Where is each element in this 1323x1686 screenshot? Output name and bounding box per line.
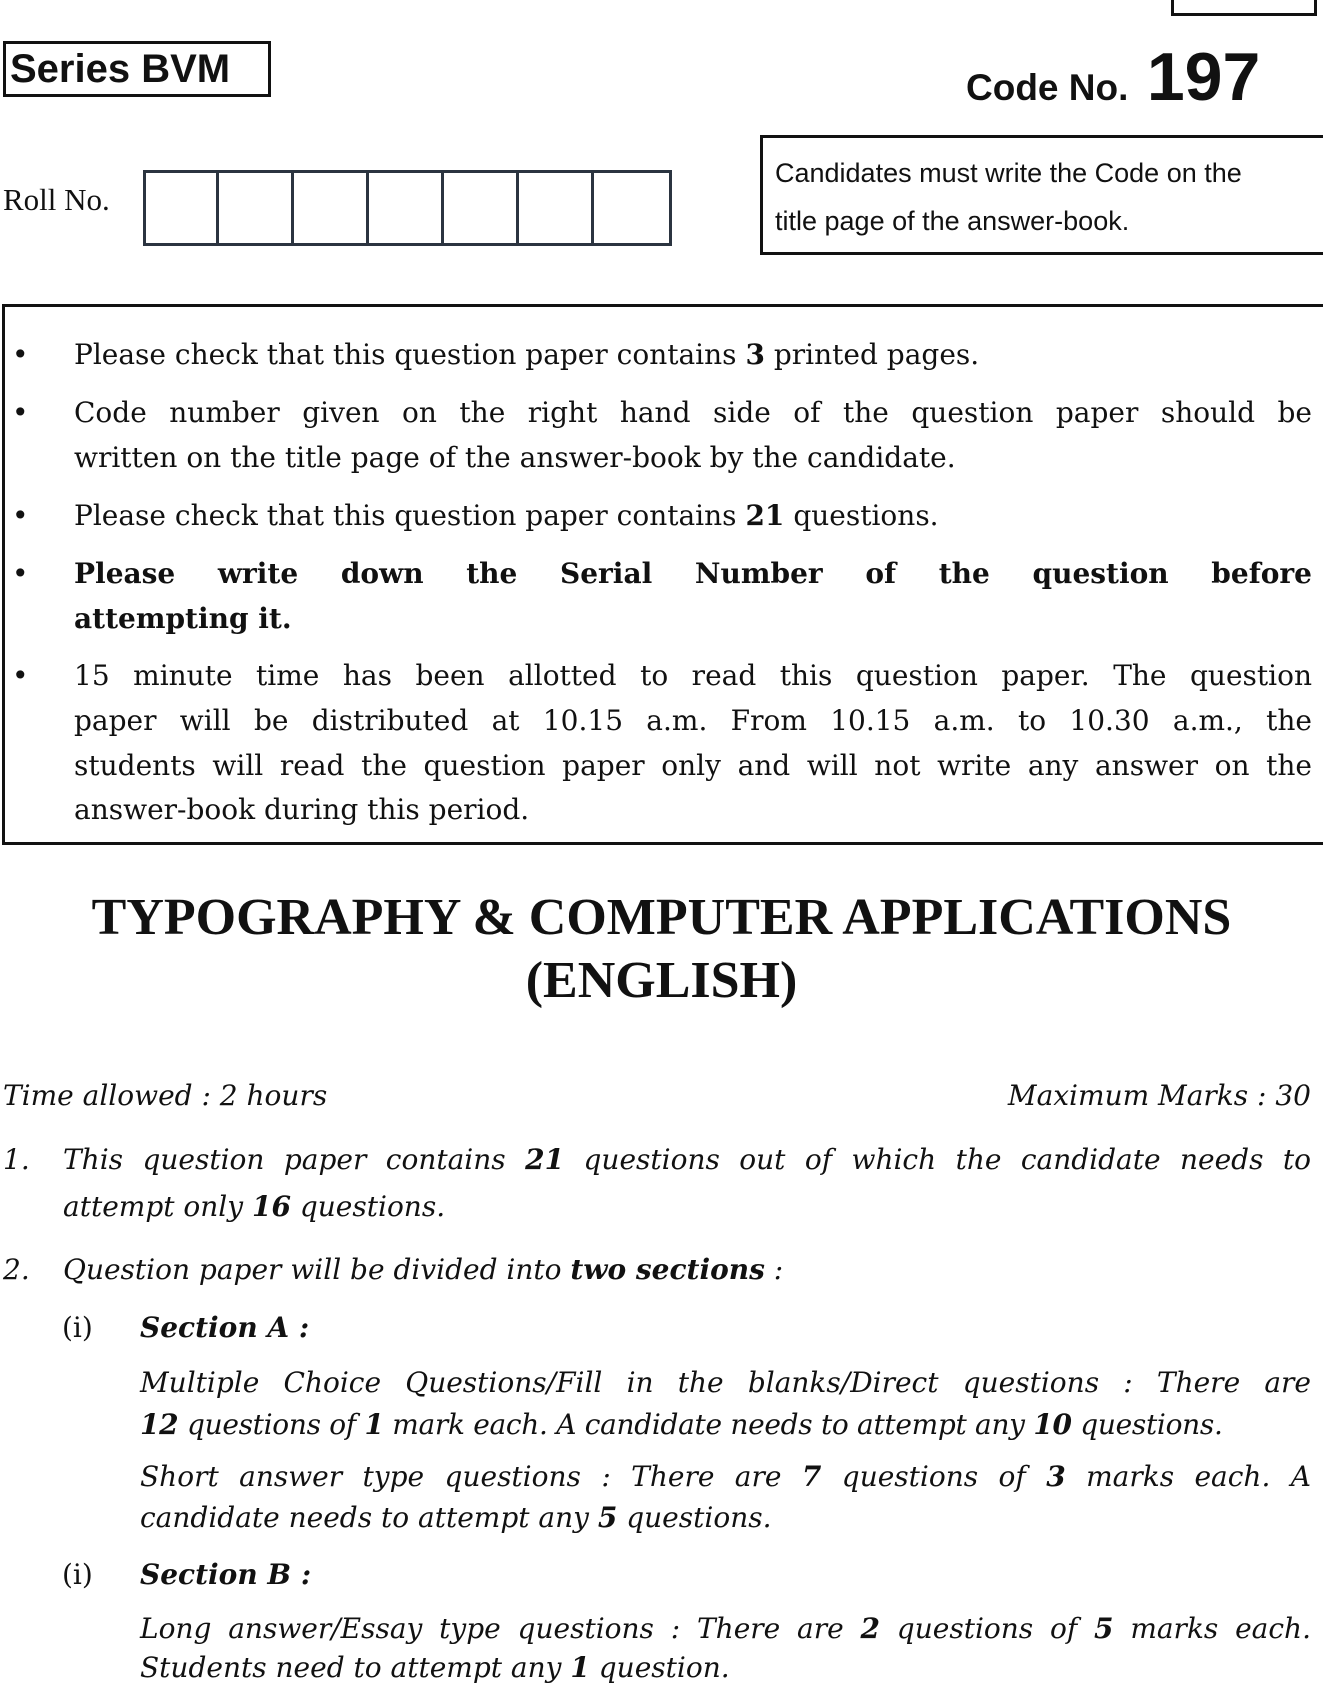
item-number: 1.	[3, 1143, 30, 1176]
roll-cell[interactable]	[446, 173, 519, 243]
roll-cell[interactable]	[521, 173, 594, 243]
paper-subtitle: (ENGLISH)	[525, 952, 798, 1009]
instruction-line: 15 minute time has been allotted to read this question paper. The question	[74, 659, 1312, 692]
bullet: •	[12, 557, 29, 590]
general-instruction-line: Question paper will be divided into two sections :	[63, 1253, 784, 1286]
code-note-line: Candidates must write the Code on the	[775, 158, 1242, 188]
instruction-line: Please write down the Serial Number of the question before	[74, 557, 1312, 590]
instruction-line: attempting it.	[74, 602, 292, 635]
bullet: •	[12, 499, 29, 532]
series-box	[3, 41, 271, 97]
section-a-line: Multiple Choice Questions/Fill in the blanks/Direct questions : There are	[140, 1366, 1311, 1399]
item-number: 2.	[3, 1253, 30, 1286]
section-a-line: candidate needs to attempt any 5 questions.	[140, 1501, 772, 1534]
section-a-heading: Section A :	[140, 1311, 310, 1344]
instruction-line: paper will be distributed at 10.15 a.m. From 10.15 a.m. to 10.30 a.m., the	[74, 704, 1312, 737]
roll-cell[interactable]	[221, 173, 294, 243]
instruction-line: written on the title page of the answer-book by the candidate.	[74, 441, 956, 474]
code-number	[966, 38, 1260, 116]
section-a-line: 12 questions of 1 mark each. A candidate needs to attempt any 10 questions.	[140, 1408, 1223, 1441]
section-b-line: Long answer/Essay type questions : There are 2 questions of 5 marks each.	[140, 1612, 1311, 1645]
section-b-heading: Section B :	[140, 1558, 312, 1591]
section-b-line: Students need to attempt any 1 question.	[140, 1651, 730, 1684]
instruction-line: Code number given on the right hand side of the question paper should be	[74, 396, 1312, 429]
maximum-marks: Maximum Marks : 30	[1007, 1079, 1311, 1112]
corner-box	[1171, 0, 1317, 16]
roll-cell[interactable]	[146, 173, 219, 243]
paper-title: TYPOGRAPHY & COMPUTER APPLICATIONS	[91, 889, 1232, 946]
section-a-line: Short answer type questions : There are 7 questions of 3 marks each. A	[140, 1460, 1311, 1493]
instruction-line: answer-book during this period.	[74, 793, 530, 826]
section-number: (i)	[62, 1558, 93, 1591]
instruction-line: Please check that this question paper contains 21 questions.	[74, 499, 939, 532]
code-note-line: title page of the answer-book.	[775, 206, 1130, 236]
code-note-box	[760, 135, 1323, 255]
series-label: Series BVM	[10, 47, 231, 91]
bullet: •	[12, 659, 29, 692]
roll-cell[interactable]	[596, 173, 666, 243]
bullet: •	[12, 338, 29, 371]
instruction-line: students will read the question paper only and will not write any answer on the	[74, 749, 1312, 782]
section-number: (i)	[62, 1311, 93, 1344]
roll-label: Roll No.	[3, 182, 110, 217]
bullet: •	[12, 396, 29, 429]
general-instruction-line: This question paper contains 21 questions out of which the candidate needs to	[63, 1143, 1311, 1176]
roll-cell[interactable]	[296, 173, 369, 243]
code-label: Code No.	[966, 67, 1129, 108]
instruction-line: Please check that this question paper contains 3 printed pages.	[74, 338, 980, 371]
roll-number-boxes[interactable]	[143, 170, 672, 246]
code-value: 197	[1146, 39, 1261, 115]
roll-cell[interactable]	[371, 173, 444, 243]
time-allowed: Time allowed : 2 hours	[3, 1079, 328, 1112]
general-instruction-line: attempt only 16 questions.	[63, 1190, 446, 1223]
